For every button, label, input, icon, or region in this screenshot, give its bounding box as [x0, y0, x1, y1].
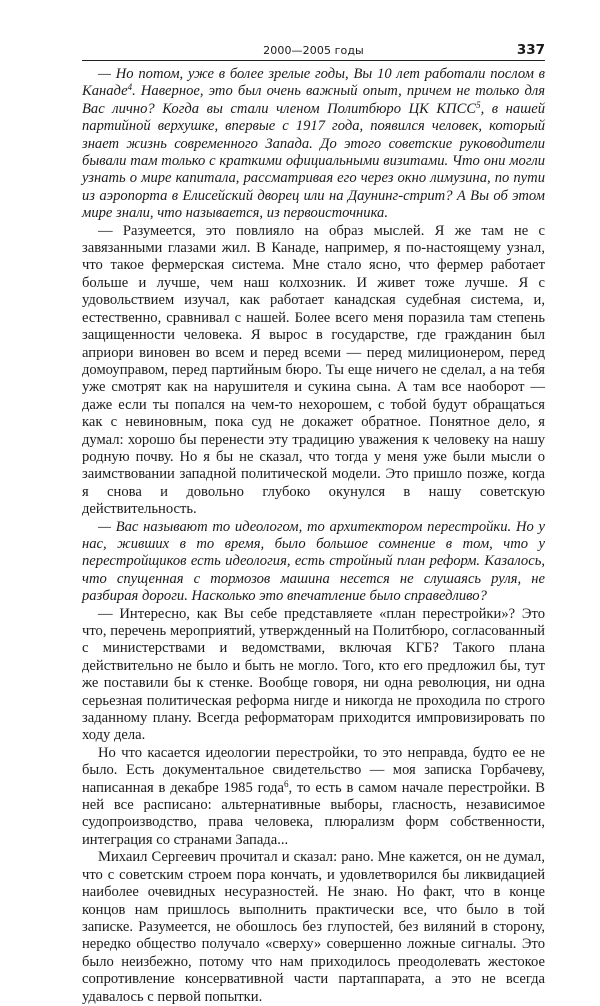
- text-run: — Вас называют то идеологом, то архитектором перестройки. Но у нас, живших в то время, было большое сомнение в том, что у перестройщиков есть идеология, есть стройный план реформ. Казалось, что спущенная с тормозов машина несется не слушаясь руля, не разбирая дороги. Насколько это впечатление было справедливо?: [82, 518, 545, 605]
- paragraph-answer-4: [82, 849, 545, 1006]
- paragraph-question-1: [82, 66, 545, 223]
- running-head-title: 2000—2005 годы: [263, 44, 364, 57]
- footnote-ref[interactable]: 5: [476, 99, 481, 110]
- book-page: [82, 42, 545, 1006]
- running-head: [82, 42, 545, 61]
- footnote-ref[interactable]: 4: [127, 82, 133, 93]
- text-run: — Но потом, уже в более зрелые годы, Вы 10 лет работали послом в Канаде: [82, 66, 545, 100]
- paragraph-question-2: [82, 519, 545, 606]
- text-run: , в нашей партийной верхушке, впервые с 1917 года, появился человек, который знает жизнь современного Запада. До этого советские руководители бывали там только с краткими официальными визитами. Что они могли узнать о мире капитала, рассматривая его через окно лимузина, по пути из аэропорта в Елисейский дворец или на Даунинг-стрит? А Вы об этом мире знали, что называется, из первоисточника.: [82, 100, 546, 222]
- text-run: Михаил Сергеевич прочитал и сказал: рано. Мне кажется, он не думал, что с советским строем пора кончать, и удовлетворился бы ликвидацией наиболее очевидных несуразностей. Не знаю. Но факт, что в конце концов нам пришлось выполнить практически все, что было в той записке. Разумеется, не обошлось без глупостей, без виляний в сторону, нередко общество получало «сверху» совершенно ложные сигналы. Это было неизбежно, потому что нам приходилось преодолевать жестокое сопротивление консервативной части партаппарата, а это не всегда удавалось с первой попытки.: [82, 849, 545, 1005]
- text-run: — Разумеется, это повлияло на образ мыслей. Я же там не с завязанными глазами жил. В Канаде, например, я по-настоящему узнал, что такое фермерская система. Мне стало ясно, что фермер работает больше и лучше, чем наш колхозник. И живет тоже лучше. Я с удовольствием изучал, как работает канадская судебная система, и, естественно, сравнивал с нашей. Более всего меня поразила там степень защищенности человека. Я вырос в государстве, где гражданин был априори виновен во всем и перед всеми — перед милиционером, перед домоуправом, перед партийным бюро. Ты еще ничего не сделал, а на тебя уже смотрят как на нарушителя и сукина сына. А там все наоборот — даже если ты попался на чем-то нехорошем, с тобой будут обращаться как с невиновным, пока суд не докажет обратное. Понятное дело, я думал: хорошо бы перенести эту традицию уважения к человеку на нашу родную почву. Но я бы не сказал, что тогда у меня уже были мысли о заимствовании западной политической модели. Это пришло позже, когда я снова и довольно глубоко окунулся в нашу советскую действительность.: [82, 222, 545, 518]
- paragraph-answer-1: [82, 223, 545, 519]
- text-run: , то есть в самом начале перестройки. В ней все расписано: альтернативные выборы, гласность, независимое судопроизводство, права человека, плюрализм форм собственности, интеграция со странами Запада...: [82, 779, 545, 848]
- page-number: 337: [516, 42, 545, 58]
- body-text: [82, 66, 545, 1006]
- paragraph-answer-3: [82, 745, 545, 849]
- text-run: . Наверное, это был очень важный опыт, причем не только для Вас лично? Когда вы стали членом Политбюро ЦК КПСС: [82, 83, 545, 117]
- text-run: Но что касается идеологии перестройки, то это неправда, будто ее не было. Есть документальное свидетельство — моя записка Горбачеву, написанная в декабре 1985 года: [82, 744, 545, 796]
- text-run: — Интересно, как Вы себе представляете «план перестройки»? Это что, перечень мероприятий, утвержденный на Политбюро, согласованный с министерствами и ведомствами, включая КГБ? Такого плана действительно не было и быть не могло. Того, кто его предложил бы, тут же поставили бы к стенке. Вообще говоря, ни одна революция, ни одна серьезная политическая реформа нигде и никогда не проходила по строго заданному плану. Всегда реформаторам приходится импровизировать по ходу дела.: [82, 605, 545, 744]
- paragraph-answer-2: [82, 606, 545, 745]
- footnote-ref[interactable]: 6: [284, 778, 289, 789]
